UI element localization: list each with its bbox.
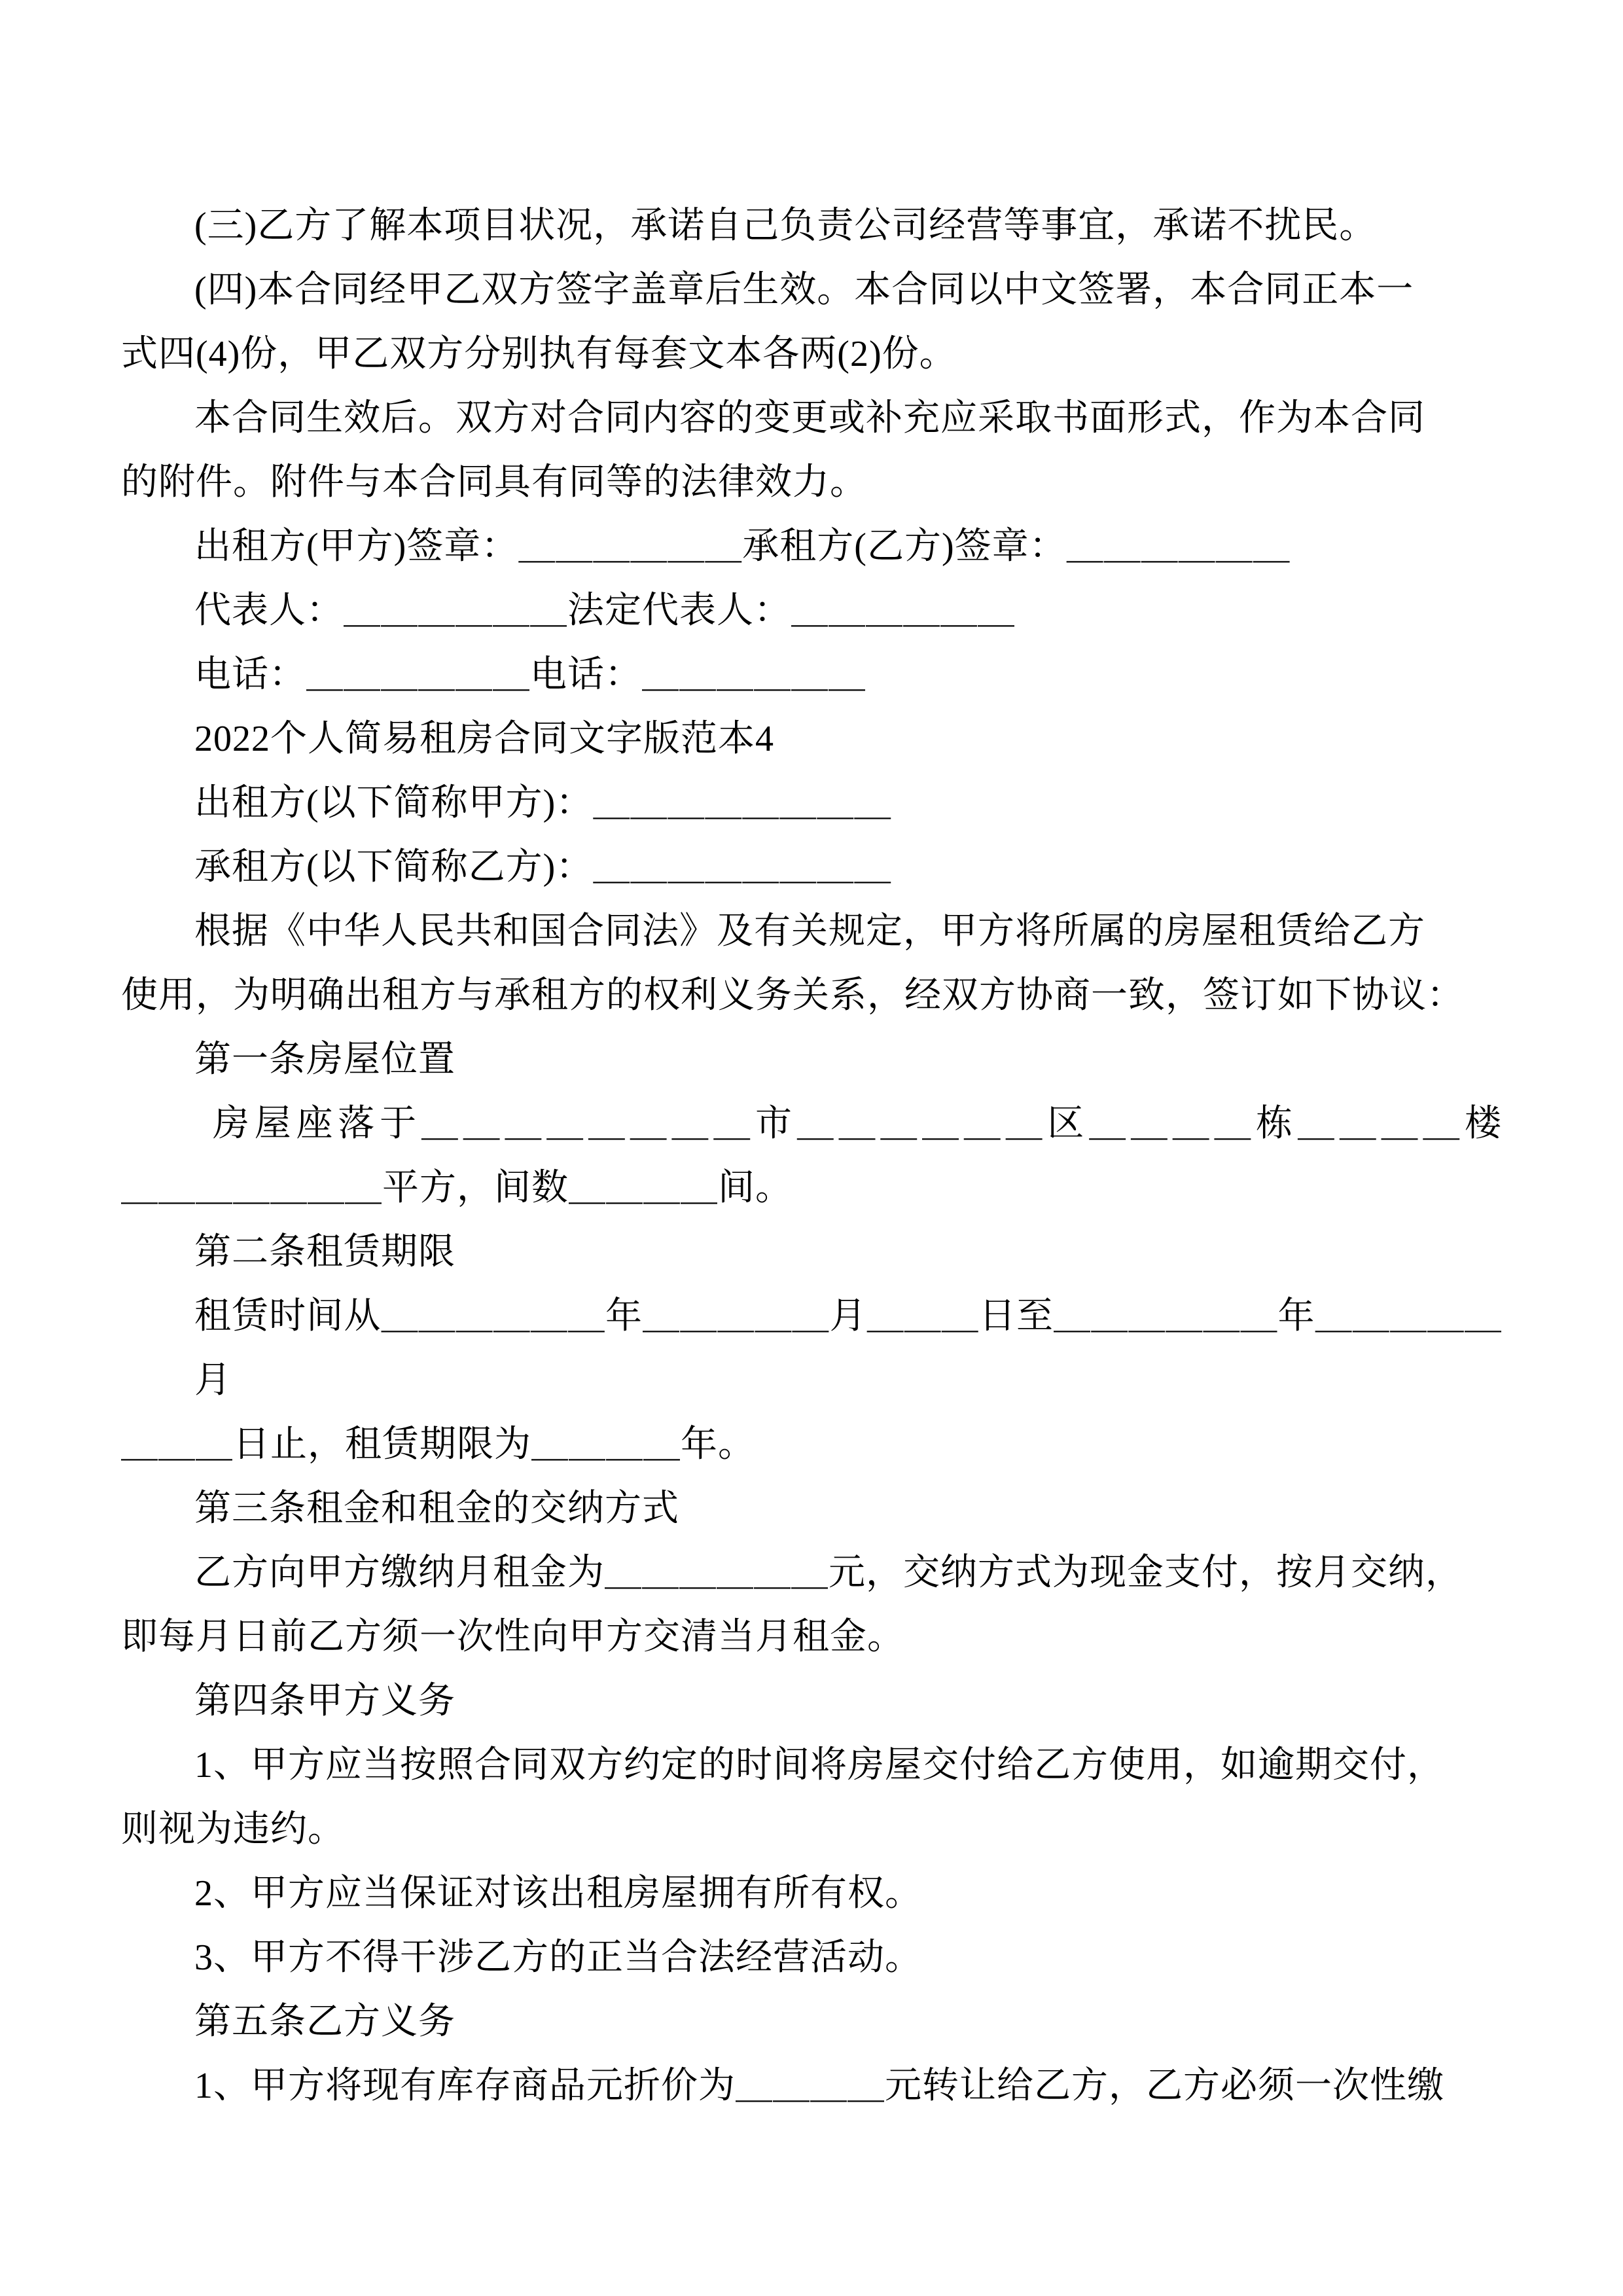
document-line: ＿＿＿日止，租赁期限为＿＿＿＿年。 xyxy=(121,1424,755,1465)
document-line: 房屋座落于＿＿＿＿＿＿＿＿市＿＿＿＿＿＿区＿＿＿＿栋＿＿＿＿楼 xyxy=(213,1103,1502,1144)
document-line: 第一条房屋位置 xyxy=(194,1039,455,1080)
document-line: 第四条甲方义务 xyxy=(194,1681,455,1721)
document-line: 租赁时间从＿＿＿＿＿＿年＿＿＿＿＿月＿＿＿日至＿＿＿＿＿＿年＿＿＿＿＿月 xyxy=(194,1296,1502,1401)
document-line: 2、甲方应当保证对该出租房屋拥有所有权。 xyxy=(194,1873,922,1914)
document-line: 本合同生效后。双方对合同内容的变更或补充应采取书面形式，作为本合同 xyxy=(194,398,1425,439)
document-body xyxy=(121,194,1502,2118)
document-line: 3、甲方不得干涉乙方的正当合法经营活动。 xyxy=(194,1937,922,1978)
document-line: 使用，为明确出租方与承租方的权利义务关系，经双方协商一致，签订如下协议： xyxy=(121,975,1464,1016)
document-line: 出租方(以下简称甲方)：＿＿＿＿＿＿＿＿ xyxy=(194,783,892,823)
document-line: ＿＿＿＿＿＿＿平方，间数＿＿＿＿间。 xyxy=(121,1168,793,1208)
document-line: 根据《中华人民共和国合同法》及有关规定，甲方将所属的房屋租赁给乙方 xyxy=(194,911,1425,952)
document-line: 第三条租金和租金的交纳方式 xyxy=(194,1488,679,1529)
document-line: 代表人：＿＿＿＿＿＿法定代表人：＿＿＿＿＿＿ xyxy=(194,590,1015,631)
document-line: 则视为违约。 xyxy=(121,1809,345,1850)
document-line: 的附件。附件与本合同具有同等的法律效力。 xyxy=(121,462,867,503)
document-line: 即每月日前乙方须一次性向甲方交清当月租金。 xyxy=(121,1617,904,1657)
document-line: 式四(4)份，甲乙双方分别执有每套文本各两(2)份。 xyxy=(121,334,957,374)
document-line: (四)本合同经甲乙双方签字盖章后生效。本合同以中文签署，本合同正本一 xyxy=(194,270,1414,310)
document-line: 1、甲方应当按照合同双方约定的时间将房屋交付给乙方使用，如逾期交付， xyxy=(194,1745,1444,1785)
document-line: 电话：＿＿＿＿＿＿电话：＿＿＿＿＿＿ xyxy=(194,655,866,695)
document-line: 1、甲方将现有库存商品元折价为＿＿＿＿元转让给乙方，乙方必须一次性缴 xyxy=(194,2066,1444,2106)
document-line: 第五条乙方义务 xyxy=(194,2001,455,2042)
document-line: 出租方(甲方)签章：＿＿＿＿＿＿承租方(乙方)签章：＿＿＿＿＿＿ xyxy=(194,526,1291,567)
document-line: 乙方向甲方缴纳月租金为＿＿＿＿＿＿元，交纳方式为现金支付，按月交纳， xyxy=(194,1552,1463,1593)
document-line: 承租方(以下简称乙方)：＿＿＿＿＿＿＿＿ xyxy=(194,847,892,888)
document-line: (三)乙方了解本项目状况，承诺自己负责公司经营等事宜，承诺不扰民。 xyxy=(194,206,1377,246)
document-line: 第二条租赁期限 xyxy=(194,1232,455,1272)
document-title: 2022个人简易租房合同文字版范本4 xyxy=(194,719,774,759)
